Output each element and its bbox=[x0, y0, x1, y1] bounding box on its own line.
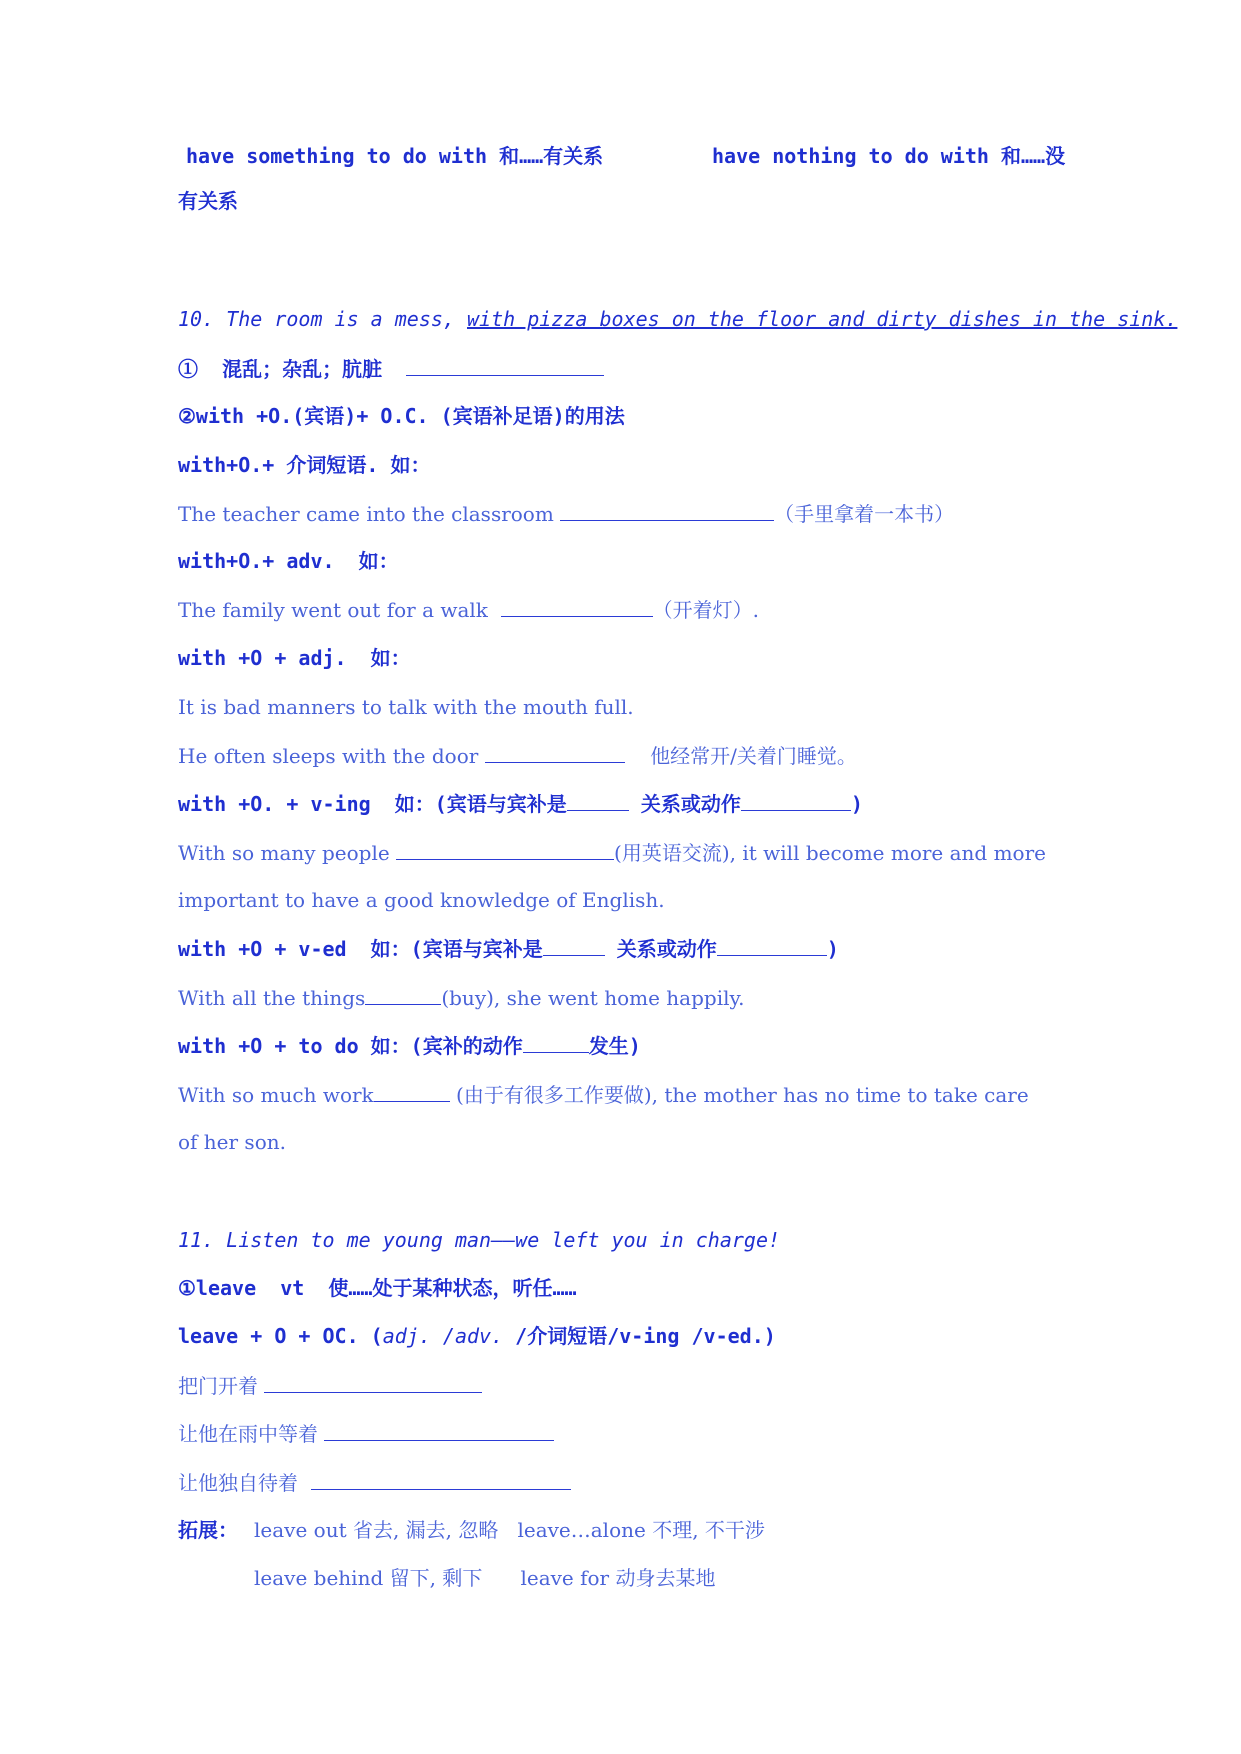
meaning-mess: ① 混乱；杂乱；肮脏 bbox=[178, 355, 604, 382]
grammar-with-adv: with+O.+ adv. 如： bbox=[178, 549, 399, 573]
extension-label: 拓展： bbox=[178, 1518, 238, 1542]
blank-7[interactable] bbox=[396, 839, 614, 860]
phrase-have-nothing: have nothing to do with 和……没 bbox=[712, 144, 1066, 168]
example-family: The family went out for a walk （开着灯）. bbox=[178, 598, 759, 622]
blank-11[interactable] bbox=[523, 1032, 589, 1053]
blank-3[interactable] bbox=[501, 596, 653, 617]
blank-15[interactable] bbox=[311, 1469, 571, 1490]
grammar-with-oc: ②with +O.(宾语)+ O.C. (宾语补足语)的用法 bbox=[178, 404, 625, 428]
blank-1[interactable] bbox=[406, 355, 604, 376]
blank-14[interactable] bbox=[324, 1420, 554, 1441]
blank-5[interactable] bbox=[567, 790, 629, 811]
blank-12[interactable] bbox=[374, 1081, 450, 1102]
blank-8[interactable] bbox=[543, 935, 605, 956]
blank-10[interactable] bbox=[365, 984, 441, 1005]
grammar-with-todo: with +O + to do 如：(宾补的动作 发生) bbox=[178, 1034, 641, 1058]
sentence-10: 10. The room is a mess, with pizza boxes on the floor and dirty dishes in the sink. bbox=[178, 307, 1178, 331]
blank-9[interactable] bbox=[717, 935, 827, 956]
leave-meaning: ①leave vt 使……处于某种状态，听任…… bbox=[178, 1276, 577, 1300]
translate-alone: 让他独自待着 bbox=[178, 1469, 571, 1496]
example-people-cont: important to have a good knowledge of English. bbox=[178, 888, 665, 912]
phrase-have-something: have something to do with 和……有关系 bbox=[186, 144, 604, 168]
extension-line-1: leave out 省去, 漏去, 忽略 leave…alone 不理, 不干涉 bbox=[254, 1518, 765, 1542]
grammar-with-ving: with +O. + v-ing 如：(宾语与宾补是 关系或动作 ) bbox=[178, 792, 863, 816]
example-door: He often sleeps with the door 他经常开/关着门睡觉。 bbox=[178, 744, 857, 768]
phrase-have-nothing-cont: 有关系 bbox=[178, 189, 238, 213]
example-things: With all the things (buy), she went home happily. bbox=[178, 986, 745, 1010]
extension-line-2: leave behind 留下, 剩下 leave for 动身去某地 bbox=[254, 1566, 716, 1590]
grammar-with-ved: with +O + v-ed 如：(宾语与宾补是 关系或动作 ) bbox=[178, 937, 839, 961]
blank-6[interactable] bbox=[741, 790, 851, 811]
blank-2[interactable] bbox=[560, 500, 774, 521]
leave-structure: leave + O + OC. (adj. /adv. /介词短语/v-ing /v-ed.) bbox=[178, 1324, 776, 1348]
sentence-10-underlined: with pizza boxes on the floor and dirty dishes in the sink. bbox=[467, 307, 1178, 331]
example-manners: It is bad manners to talk with the mouth full. bbox=[178, 695, 634, 719]
example-teacher: The teacher came into the classroom （手里拿着一本书） bbox=[178, 502, 955, 526]
grammar-with-adj: with +O + adj. 如： bbox=[178, 646, 411, 670]
grammar-with-prep: with+O.+ 介词短语. 如： bbox=[178, 453, 431, 477]
example-work: With so much work (由于有很多工作要做), the mother has no time to take care bbox=[178, 1083, 1029, 1107]
translate-door: 把门开着 bbox=[178, 1372, 482, 1399]
example-people: With so many people (用英语交流), it will become more and more bbox=[178, 841, 1046, 865]
blank-13[interactable] bbox=[264, 1372, 482, 1393]
example-work-cont: of her son. bbox=[178, 1130, 286, 1154]
translate-rain: 让他在雨中等着 bbox=[178, 1420, 554, 1447]
sentence-11: 11. Listen to me young man——we left you in charge! bbox=[178, 1228, 781, 1252]
blank-4[interactable] bbox=[485, 742, 625, 763]
